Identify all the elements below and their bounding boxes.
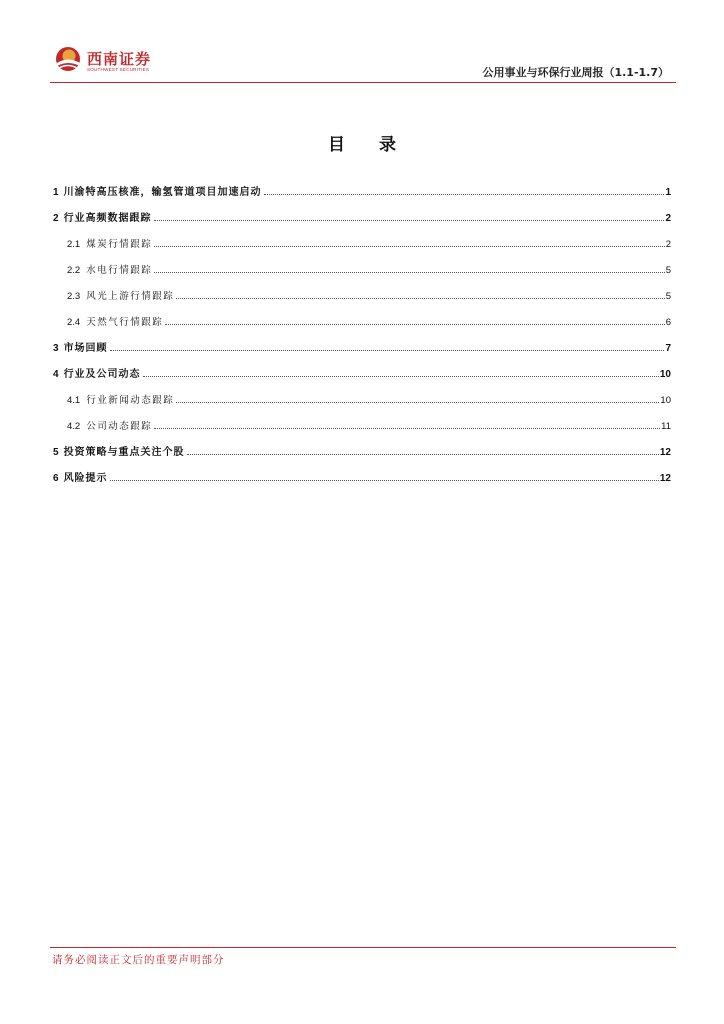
toc-entry[interactable]: [53, 354, 671, 380]
toc-entry-text: 行业新闻动态跟踪: [86, 395, 175, 406]
toc-entry[interactable]: [53, 406, 671, 432]
toc-entry-number: 4.1: [67, 395, 81, 406]
toc-leader-dots: [176, 401, 659, 403]
report-title: 公用事业与环保行业周报（1.1-1.7）: [482, 66, 669, 79]
toc-entry-page: 5: [665, 291, 671, 302]
toc-leader-dots: [154, 427, 660, 429]
footer-disclaimer: 请务必阅读正文后的重要声明部分: [52, 954, 225, 966]
toc-entry-number: 4: [53, 369, 59, 380]
toc-leader-dots: [187, 453, 659, 455]
toc-leader-dots: [154, 219, 665, 221]
toc-entry-page: 11: [661, 421, 671, 432]
toc-entry-page: 5: [665, 265, 671, 276]
toc-entry[interactable]: [53, 432, 671, 458]
toc-entry-text: 风险提示: [63, 473, 108, 484]
footer-divider: [50, 947, 676, 948]
toc-leader-dots: [165, 323, 664, 325]
toc-entry-page: 10: [660, 395, 671, 406]
toc-entry[interactable]: [53, 224, 671, 250]
toc-entry-text: 公司动态跟踪: [86, 421, 153, 432]
toc-entry-page: 7: [665, 343, 671, 354]
toc-entry[interactable]: [53, 198, 671, 224]
toc-leader-dots: [154, 245, 664, 247]
toc-entry-text: 川渝特高压核准，输氢管道项目加速启动: [63, 187, 262, 198]
toc-entry[interactable]: [53, 380, 671, 406]
toc-entry-text: 行业及公司动态: [63, 369, 141, 380]
toc-entry-number: 2.3: [67, 291, 81, 302]
toc-entry-text: 市场回顾: [63, 343, 108, 354]
toc-entry-number: 4.2: [67, 421, 81, 432]
toc-entry-number: 3: [53, 343, 59, 354]
logo-cn-text: 西南证券: [87, 50, 152, 68]
toc-entry[interactable]: [53, 250, 671, 276]
toc-entry-number: 2.2: [67, 265, 81, 276]
toc-entry-number: 6: [53, 473, 59, 484]
table-of-contents: [53, 172, 671, 484]
toc-entry[interactable]: [53, 302, 671, 328]
toc-entry-page: 2: [665, 239, 671, 250]
toc-entry-text: 煤炭行情跟踪: [86, 239, 153, 250]
logo-emblem-icon: [54, 44, 84, 74]
toc-leader-dots: [176, 297, 664, 299]
toc-entry-text: 行业高频数据跟踪: [63, 213, 152, 224]
toc-entry-page: 1: [665, 187, 671, 198]
toc-leader-dots: [110, 349, 665, 351]
toc-entry-number: 2: [53, 213, 59, 224]
toc-entry[interactable]: [53, 458, 671, 484]
toc-title: 目 录: [328, 135, 410, 155]
toc-leader-dots: [264, 193, 665, 195]
toc-entry-number: 5: [53, 447, 59, 458]
toc-entry-page: 6: [665, 317, 671, 328]
toc-entry[interactable]: [53, 328, 671, 354]
toc-entry-text: 风光上游行情跟踪: [86, 291, 175, 302]
toc-entry-number: 2.1: [67, 239, 81, 250]
toc-entry-page: 10: [659, 369, 671, 380]
toc-entry-text: 水电行情跟踪: [86, 265, 153, 276]
toc-leader-dots: [154, 271, 664, 273]
toc-entry-number: 1: [53, 187, 59, 198]
toc-entry-page: 2: [665, 213, 671, 224]
toc-entry-text: 天然气行情跟踪: [86, 317, 164, 328]
toc-entry[interactable]: [53, 172, 671, 198]
company-logo: [54, 44, 164, 74]
toc-entry-page: 12: [659, 447, 671, 458]
toc-leader-dots: [143, 375, 659, 377]
logo-en-text: SOUTHWEST SECURITIES: [87, 67, 150, 72]
toc-entry-text: 投资策略与重点关注个股: [63, 447, 185, 458]
toc-entry-number: 2.4: [67, 317, 81, 328]
toc-leader-dots: [110, 479, 659, 481]
toc-entry-page: 12: [659, 473, 671, 484]
toc-entry[interactable]: [53, 276, 671, 302]
header-divider: [50, 82, 676, 83]
